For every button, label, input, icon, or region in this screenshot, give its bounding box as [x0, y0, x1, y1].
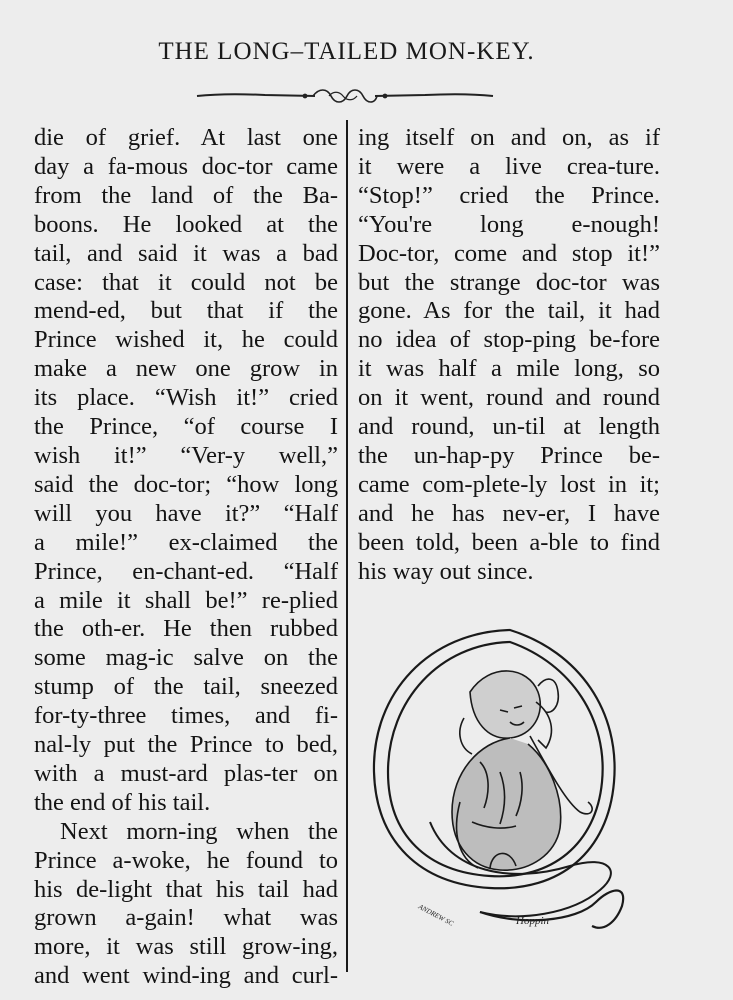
text-line: a mile!” ex-claimed the — [34, 528, 338, 556]
text-line: Prince, en-chant-ed. “Half — [34, 557, 338, 585]
left-text-column — [34, 124, 338, 991]
column-divider — [346, 120, 348, 972]
artist-signature: Hoppin — [516, 915, 549, 927]
right-text-column — [358, 124, 660, 587]
title-ornament — [195, 88, 495, 104]
text-line: his way out since. — [358, 557, 534, 585]
text-line: the oth-er. He then rubbed — [34, 615, 338, 643]
text-line: grown a-gain! what was — [34, 904, 338, 932]
text-line: boons. He looked at the — [34, 210, 338, 238]
text-line: a mile it shall be!” re-plied — [34, 586, 338, 614]
text-line: with a must-ard plas-ter on — [34, 759, 338, 787]
text-line: the end of his tail. — [34, 788, 211, 816]
engraver-credit: ANDREW SC — [417, 902, 455, 928]
text-line: die of grief. At last one — [34, 124, 338, 151]
text-line: some mag-ic salve on the — [34, 644, 338, 672]
text-line: the Prince, “of course I — [34, 413, 338, 441]
text-line: day a fa-mous doc-tor came — [34, 152, 338, 180]
text-line: and round, un-til at length — [358, 413, 660, 441]
text-line: Next morn-ing when the — [60, 817, 338, 845]
page-title: THE LONG–TAILED MON-KEY. — [158, 38, 535, 65]
text-line: make a new one grow in — [34, 355, 338, 383]
text-line: Prince a-woke, he found to — [34, 846, 338, 874]
text-line: said the doc-tor; “how long — [34, 470, 338, 498]
text-line: gone. As for the tail, it had — [358, 297, 660, 325]
text-line: case: that it could not be — [34, 268, 338, 296]
text-line: for-ty-three times, and fi- — [34, 702, 338, 730]
text-line: it was half a mile long, so — [358, 355, 660, 383]
text-line: on it went, round and round — [358, 384, 660, 412]
text-line: “Stop!” cried the Prince. — [358, 181, 660, 209]
text-line: mend-ed, but that if the — [34, 297, 338, 325]
text-line: stump of the tail, sneezed — [34, 673, 338, 701]
text-line: nal-ly put the Prince to bed, — [34, 731, 338, 759]
text-line: it were a live crea-ture. — [358, 152, 660, 180]
text-line: and he has nev-er, I have — [358, 499, 660, 527]
text-line: will you have it?” “Half — [34, 499, 338, 527]
text-line: Doc-tor, come and stop it!” — [358, 239, 660, 267]
text-line: came com-plete-ly lost in it; — [358, 470, 660, 498]
text-line: its place. “Wish it!” cried — [34, 384, 338, 412]
text-line: tail, and said it was a bad — [34, 239, 338, 267]
text-line: from the land of the Ba- — [34, 181, 338, 209]
monkey-figure — [452, 671, 592, 870]
text-line: and went wind-ing and curl- — [34, 962, 338, 990]
monkey-illustration — [360, 622, 660, 942]
text-line: no idea of stop-ping be-fore — [358, 326, 660, 354]
text-line: Prince wished it, he could — [34, 326, 338, 354]
text-line: his de-light that his tail had — [34, 875, 338, 903]
text-line: “You're long e-nough! — [358, 210, 660, 238]
text-line: the un-hap-py Prince be- — [358, 441, 660, 469]
text-line: wish it!” “Ver-y well,” — [34, 441, 338, 469]
text-line: but the strange doc-tor was — [358, 268, 660, 296]
text-line: ing itself on and on, as if — [358, 124, 660, 151]
text-line: been told, been a-ble to find — [358, 528, 660, 556]
text-line: more, it was still grow-ing, — [34, 933, 338, 961]
